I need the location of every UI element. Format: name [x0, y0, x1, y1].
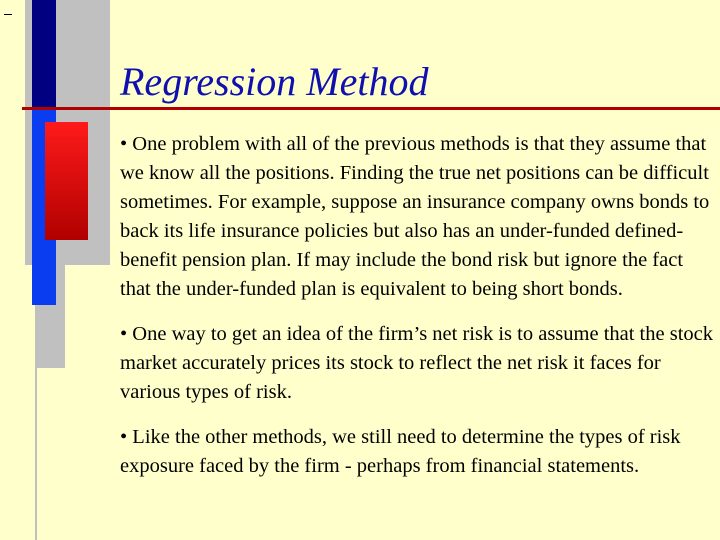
slide-title: Regression Method: [120, 59, 429, 104]
decor-red-block: [45, 122, 88, 240]
slide-body: [120, 130, 715, 497]
decor-gray-line: [35, 368, 37, 540]
title-underline: [22, 107, 720, 110]
corner-mark: [4, 14, 12, 15]
bullet-point: • One problem with all of the previous methods is that they assume that we know all the positions. Finding the true net positions can be difficult sometimes. For example, suppose an insurance company owns bonds to back its life insurance policies but also has an under-funded defined-benefit pension plan. If may include the bond risk but ignore the fact that the under-funded plan is equivalent to being short bonds.: [120, 133, 710, 300]
decor-navy-bar: [32, 0, 56, 110]
bullet-point: • One way to get an idea of the firm’s net risk is to assume that the stock market accurately prices its stock to reflect the net risk it faces for various types of risk.: [120, 323, 713, 403]
bullet-point: • Like the other methods, we still need to determine the types of risk exposure faced by the firm - perhaps from financial statements.: [120, 426, 681, 477]
